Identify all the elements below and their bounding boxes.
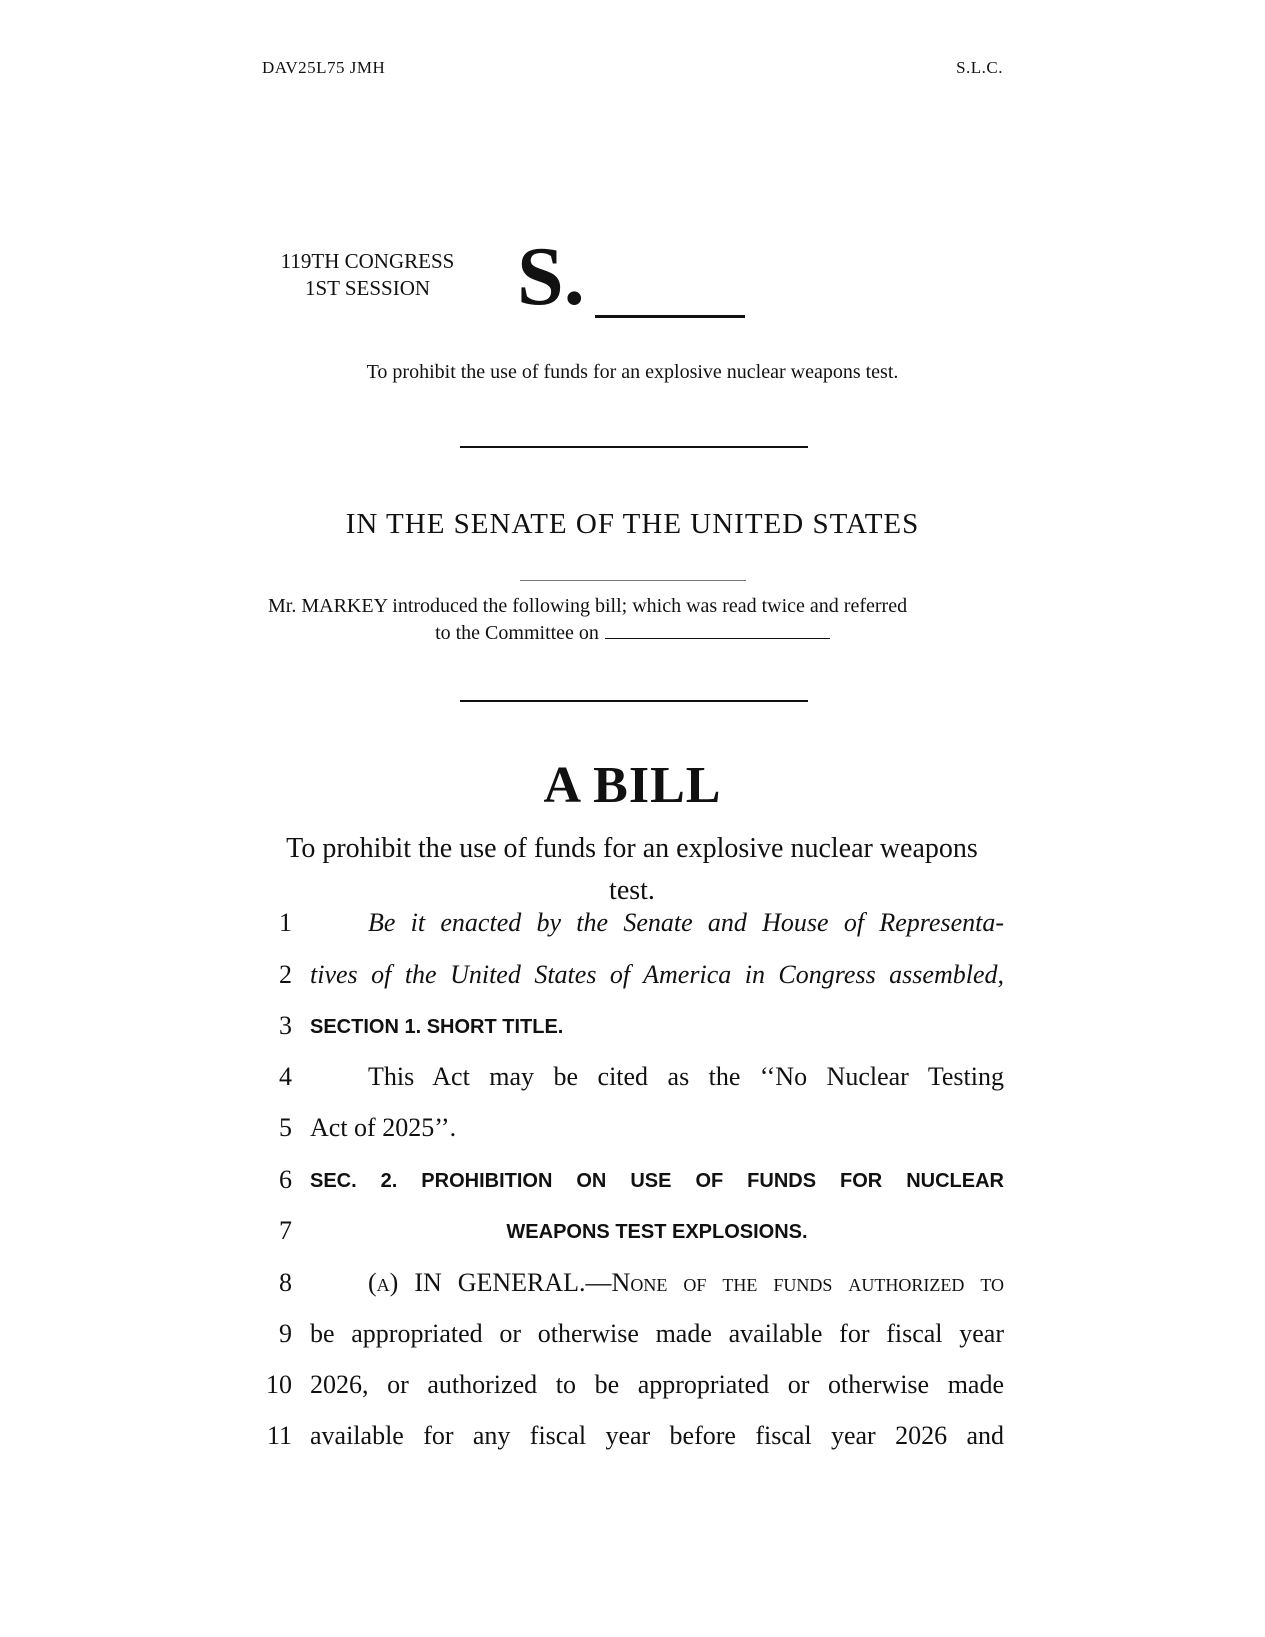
congress-number: 119TH CONGRESS bbox=[280, 249, 455, 273]
slc-label: S.L.C. bbox=[956, 58, 1003, 77]
long-title: To prohibit the use of funds for an explosive nuclear weapons test. bbox=[286, 833, 978, 906]
line-number: 10 bbox=[266, 1370, 292, 1399]
document-id: DAV25L75 JMH bbox=[262, 58, 386, 77]
line-number: 8 bbox=[279, 1268, 292, 1297]
committee-blank bbox=[605, 620, 830, 639]
line-number: 1 bbox=[279, 908, 292, 937]
section-heading: SECTION 1. SHORT TITLE. bbox=[310, 1016, 564, 1038]
section-heading: SEC. 2. PROHIBITION ON USE OF FUNDS FOR NUCLEAR bbox=[310, 1170, 1004, 1192]
bill-prefix: S. bbox=[517, 230, 585, 323]
line-number: 3 bbox=[279, 1011, 292, 1040]
line-number: 7 bbox=[279, 1216, 292, 1245]
congress-session bbox=[260, 248, 475, 302]
session-number: 1ST SESSION bbox=[304, 276, 431, 300]
divider-thin bbox=[520, 580, 746, 581]
body-text: 2026, or authorized to be appropriated or otherwise made bbox=[310, 1370, 1004, 1399]
introduction-line-1: Mr. MARKEY introduced the following bill; which was read twice and referred bbox=[268, 595, 908, 617]
line-number: 9 bbox=[279, 1319, 292, 1348]
line-number: 5 bbox=[279, 1113, 292, 1142]
divider bbox=[460, 446, 808, 448]
subsection-text: (a) IN GENERAL.—None of the funds authorized to bbox=[368, 1268, 1004, 1297]
line-number: 11 bbox=[266, 1421, 292, 1450]
line-number: 4 bbox=[279, 1062, 292, 1091]
committee-label: to the Committee on bbox=[435, 622, 599, 644]
bill-number-blank bbox=[595, 315, 745, 318]
purpose-short: To prohibit the use of funds for an explosive nuclear weapons test. bbox=[366, 361, 899, 383]
body-text: be appropriated or otherwise made available for fiscal year bbox=[310, 1319, 1004, 1348]
enacting-clause-cont: tives of the United States of America in Congress assembled, bbox=[310, 960, 1004, 989]
introduction-line-2 bbox=[0, 620, 1265, 645]
body-text: This Act may be cited as the ‘‘No Nuclear Testing bbox=[368, 1062, 1004, 1091]
divider bbox=[460, 700, 808, 702]
line-number: 2 bbox=[279, 960, 292, 989]
body-text: available for any fiscal year before fiscal year 2026 and bbox=[310, 1421, 1004, 1450]
line-number: 6 bbox=[279, 1165, 292, 1194]
section-heading-cont: WEAPONS TEST EXPLOSIONS. bbox=[506, 1221, 808, 1243]
bill-title: A BILL bbox=[543, 757, 722, 814]
chamber-heading: IN THE SENATE OF THE UNITED STATES bbox=[345, 508, 920, 540]
body-text: Act of 2025’’. bbox=[310, 1113, 457, 1142]
enacting-clause: Be it enacted by the Senate and House of Representa- bbox=[368, 908, 1004, 937]
